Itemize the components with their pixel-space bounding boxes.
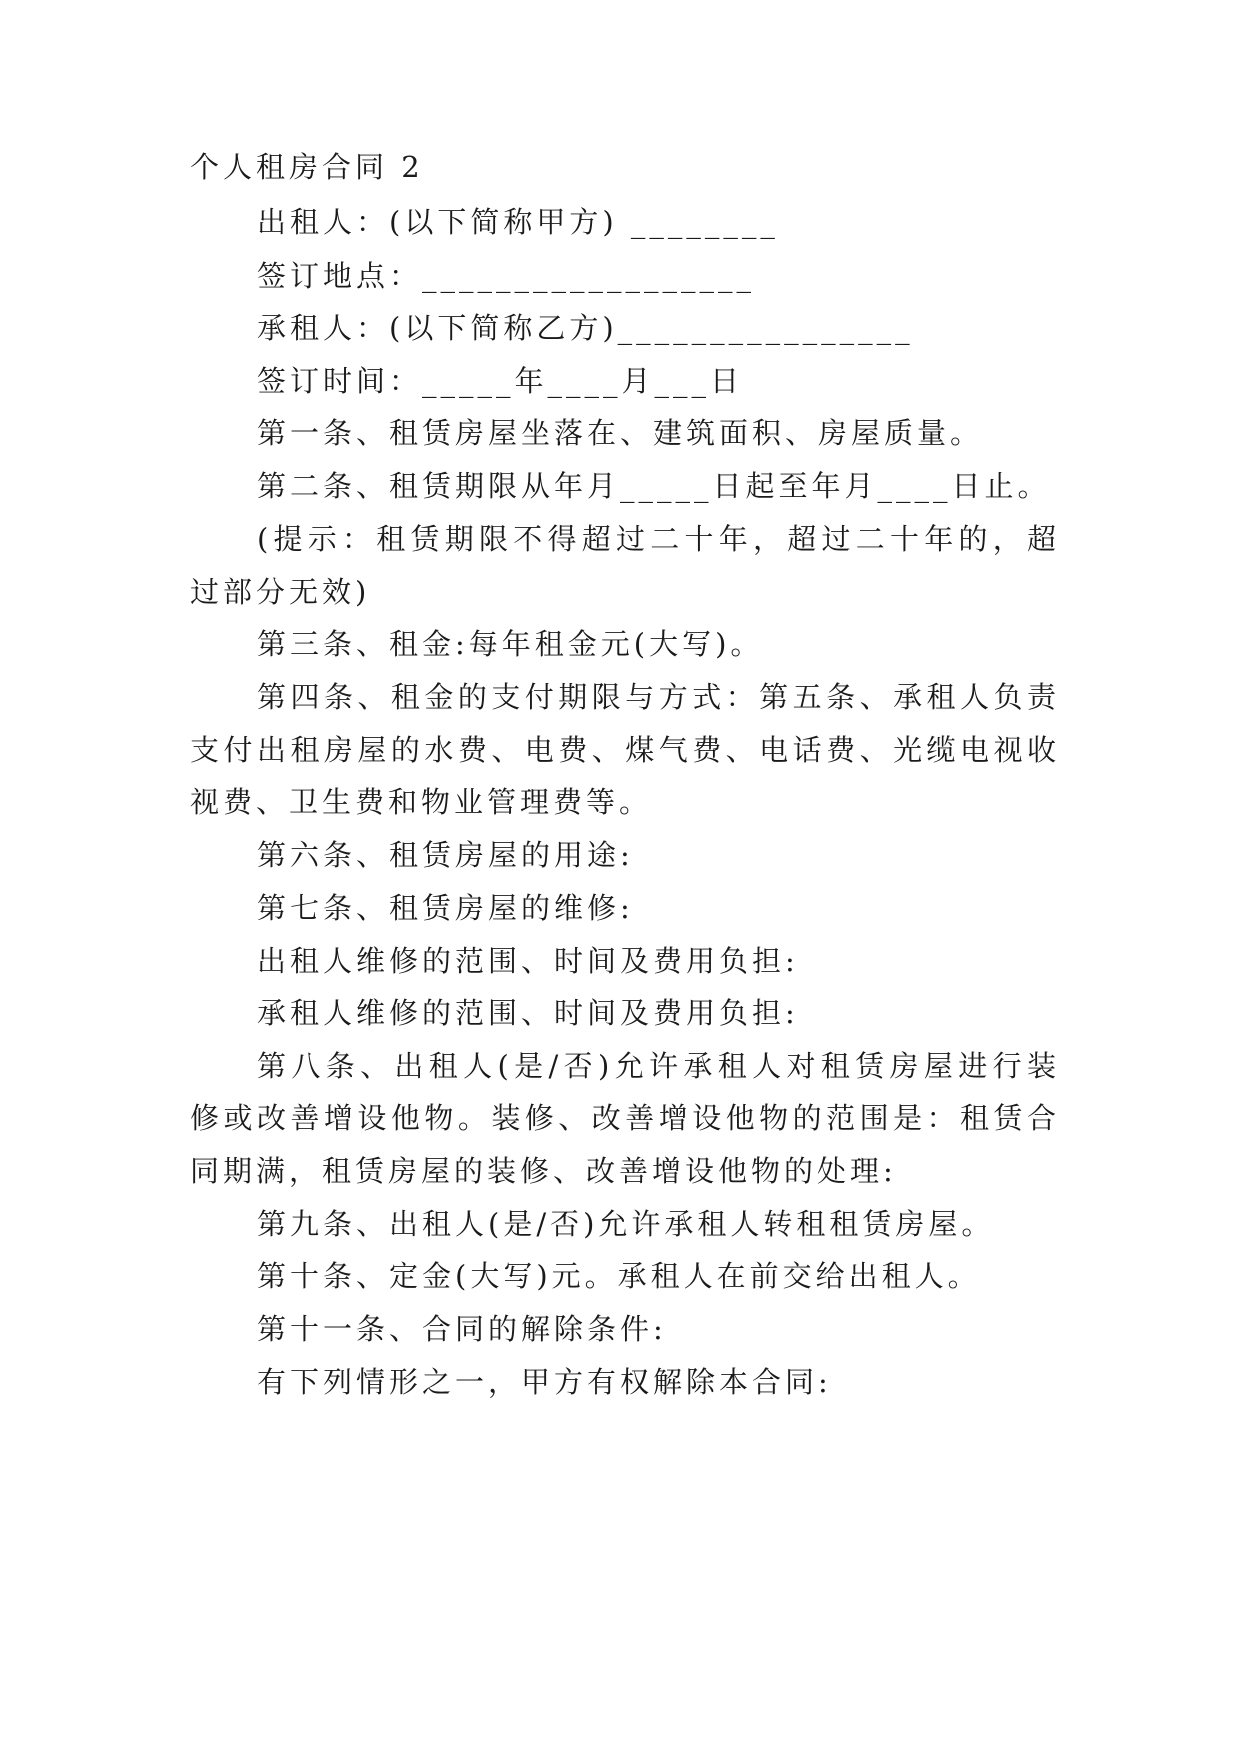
- text-line: 第十一条、合同的解除条件:: [257, 1312, 667, 1346]
- text-line: 第三条、租金:每年租金元(大写)。: [257, 627, 764, 661]
- text-line: 有下列情形之一，甲方有权解除本合同:: [257, 1365, 832, 1399]
- text-line: (提示：租赁期限不得超过二十年，超过二十年的，超: [257, 522, 1060, 556]
- text-line: 出租人维修的范围、时间及费用负担:: [257, 944, 799, 978]
- text-line: 第六条、租赁房屋的用途:: [257, 838, 634, 872]
- text-line: 第四条、租金的支付期限与方式：第五条、承租人负责: [257, 680, 1060, 714]
- text-line: 第一条、租赁房屋坐落在、建筑面积、房屋质量。: [257, 416, 984, 450]
- text-line: 签订地点：__________________: [257, 259, 756, 293]
- text-line: 签订时间：_____年____月___日: [257, 364, 744, 398]
- document-title: 个人租房合同 2: [190, 150, 424, 184]
- text-line: 第八条、出租人(是/否)允许承租人对租赁房屋进行装: [257, 1049, 1060, 1083]
- text-line: 修或改善增设他物。装修、改善增设他物的范围是：租赁合: [190, 1101, 1060, 1135]
- text-line: 过部分无效): [190, 575, 371, 609]
- text-line: 承租人：(以下简称乙方)________________: [257, 311, 914, 345]
- text-line: 出租人：(以下简称甲方) ________: [257, 205, 779, 239]
- text-line: 承租人维修的范围、时间及费用负担:: [257, 996, 799, 1030]
- text-line: 第九条、出租人(是/否)允许承租人转租租赁房屋。: [257, 1207, 995, 1241]
- text-line: 视费、卫生费和物业管理费等。: [190, 785, 653, 819]
- text-line: 同期满，租赁房屋的装修、改善增设他物的处理:: [190, 1154, 897, 1188]
- text-line: 支付出租房屋的水费、电费、煤气费、电话费、光缆电视收: [190, 733, 1060, 767]
- text-line: 第十条、定金(大写)元。承租人在前交给出租人。: [257, 1259, 981, 1293]
- text-line: 第七条、租赁房屋的维修:: [257, 891, 634, 925]
- text-line: 第二条、租赁期限从年月_____日起至年月____日止。: [257, 469, 1051, 503]
